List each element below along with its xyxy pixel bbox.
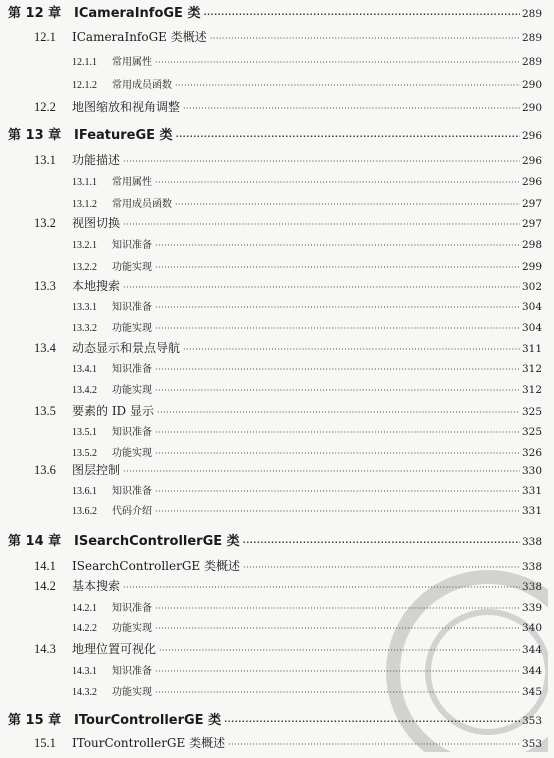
sub-entry[interactable] (72, 195, 542, 210)
sub-entry[interactable] (72, 423, 542, 438)
page-number: 344 (521, 644, 542, 656)
page-number: 325 (521, 426, 542, 438)
entry-title: ITourControllerGE 类概述 (72, 736, 226, 750)
page-number: 325 (521, 406, 542, 418)
page-number: 302 (521, 281, 542, 293)
entry-title: 知识准备 (112, 603, 152, 614)
entry-number: 13.3.2 (72, 323, 97, 334)
dot-leader (157, 408, 520, 417)
entry-title: 知识准备 (112, 427, 152, 438)
dot-leader (175, 200, 520, 209)
dot-leader (155, 324, 520, 333)
page-number: 304 (521, 301, 542, 313)
chapter-entry[interactable] (8, 124, 542, 143)
entry-title: 常用成员函数 (112, 199, 172, 210)
page-number: 289 (521, 56, 542, 68)
chapter-entry[interactable] (8, 530, 542, 549)
dot-leader (123, 583, 520, 592)
entry-number: 13.6.2 (72, 506, 97, 517)
dot-leader (155, 624, 520, 633)
dot-leader (155, 365, 520, 374)
chapter-entry[interactable] (8, 709, 542, 728)
page-number: 296 (521, 155, 542, 167)
entry-title: 功能实现 (112, 448, 152, 459)
section-entry[interactable] (34, 557, 542, 574)
entry-title: 常用成员函数 (112, 80, 172, 91)
dot-leader (155, 263, 520, 272)
entry-title: 基本搜索 (72, 579, 121, 593)
page-number: 312 (521, 363, 542, 375)
section-entry[interactable] (34, 214, 542, 231)
entry-title: ISearchControllerGE 类概述 (72, 559, 240, 573)
entry-number: 13.2 (34, 216, 56, 230)
page-number: 345 (521, 686, 542, 698)
dot-leader (183, 345, 520, 354)
entry-title: 知识准备 (112, 240, 152, 251)
entry-title: 常用属性 (112, 57, 152, 68)
sub-entry[interactable] (72, 444, 542, 459)
entry-title: 知识准备 (112, 302, 152, 313)
dot-leader (224, 717, 520, 726)
dot-leader (123, 220, 520, 229)
section-entry[interactable] (34, 28, 542, 45)
entry-title: 要素的 ID 显示 (72, 404, 154, 418)
section-entry[interactable] (34, 151, 542, 168)
page-number: 338 (521, 536, 542, 548)
entry-title: 视图切换 (72, 216, 121, 230)
entry-number: 14.2 (34, 579, 56, 593)
page-number: 353 (521, 715, 542, 727)
entry-number: 12.2 (34, 100, 56, 114)
sub-entry[interactable] (72, 298, 542, 313)
entry-number: 13.3 (34, 279, 56, 293)
entry-number: 14.3.2 (72, 687, 97, 698)
dot-leader (155, 487, 520, 496)
entry-title: 知识准备 (112, 364, 152, 375)
entry-number: 14.2.1 (72, 603, 97, 614)
dot-leader (175, 81, 520, 90)
entry-number: 13.5 (34, 404, 56, 418)
dot-leader (123, 283, 520, 292)
entry-number: 13.4.1 (72, 364, 97, 375)
dot-leader (228, 740, 520, 749)
sub-entry[interactable] (72, 258, 542, 273)
page-number: 331 (521, 505, 542, 517)
page-number: 304 (521, 322, 542, 334)
sub-entry[interactable] (72, 381, 542, 396)
dot-leader (155, 58, 520, 67)
sub-entry[interactable] (72, 360, 542, 375)
page-number: 290 (521, 79, 542, 91)
page-number: 289 (521, 32, 542, 44)
entry-number: 13.2.1 (72, 240, 97, 251)
entry-title: IFeatureGE 类 (74, 128, 173, 143)
dot-leader (155, 507, 520, 516)
entry-number: 13.1.2 (72, 199, 97, 210)
entry-number: 12.1.1 (72, 57, 97, 68)
entry-title: 功能实现 (112, 623, 152, 634)
page-number: 326 (521, 447, 542, 459)
entry-number: 13.1.1 (72, 177, 97, 188)
dot-leader (203, 10, 520, 19)
dot-leader (155, 449, 520, 458)
page-number: 338 (521, 581, 542, 593)
sub-entry[interactable] (72, 619, 542, 634)
entry-number: 第 14 章 (8, 534, 62, 549)
entry-title: ISearchControllerGE 类 (74, 534, 240, 549)
entry-title: 功能描述 (72, 153, 121, 167)
dot-leader (243, 538, 520, 547)
entry-number: 第 13 章 (8, 128, 62, 143)
entry-title: 动态显示和景点导航 (72, 341, 181, 355)
entry-number: 13.1 (34, 153, 56, 167)
dot-leader (155, 688, 520, 697)
sub-entry[interactable] (72, 53, 542, 68)
entry-number: 13.4 (34, 341, 56, 355)
sub-entry[interactable] (72, 319, 542, 334)
page-number: 290 (521, 102, 542, 114)
dot-leader (155, 604, 520, 613)
sub-entry[interactable] (72, 662, 542, 677)
dot-leader (159, 646, 520, 655)
dot-leader (210, 34, 520, 43)
page-number: 296 (521, 130, 542, 142)
entry-title: 功能实现 (112, 323, 152, 334)
dot-leader (176, 132, 520, 141)
page-number: 330 (521, 465, 542, 477)
entry-number: 14.2.2 (72, 623, 97, 634)
page-number: 340 (521, 622, 542, 634)
entry-title: 代码介绍 (112, 506, 152, 517)
page-number: 312 (521, 384, 542, 396)
section-entry[interactable] (34, 339, 542, 356)
entry-number: 13.3.1 (72, 302, 97, 313)
sub-entry[interactable] (72, 683, 542, 698)
section-entry[interactable] (34, 734, 542, 751)
dot-leader (155, 303, 520, 312)
dot-leader (183, 104, 520, 113)
page-number: 339 (521, 602, 542, 614)
entry-title: 本地搜索 (72, 279, 121, 293)
entry-title: 常用属性 (112, 177, 152, 188)
entry-number: 13.6 (34, 463, 56, 477)
entry-title: 功能实现 (112, 262, 152, 273)
section-entry[interactable] (34, 98, 542, 115)
entry-number: 13.4.2 (72, 385, 97, 396)
sub-entry[interactable] (72, 236, 542, 251)
dot-leader (123, 157, 520, 166)
entry-number: 13.5.2 (72, 448, 97, 459)
entry-number: 12.1.2 (72, 80, 97, 91)
entry-number: 13.5.1 (72, 427, 97, 438)
section-entry[interactable] (34, 461, 542, 478)
dot-leader (155, 667, 520, 676)
entry-number: 14.3.1 (72, 666, 97, 677)
entry-title: ITourControllerGE 类 (74, 713, 222, 728)
entry-number: 第 12 章 (8, 6, 62, 21)
sub-entry[interactable] (72, 76, 542, 91)
entry-title: 知识准备 (112, 666, 152, 677)
page-number: 338 (521, 561, 542, 573)
entry-title: 地图缩放和视角调整 (72, 100, 181, 114)
entry-title: ICameraInfoGE 类概述 (72, 30, 207, 44)
entry-number: 14.1 (34, 559, 56, 573)
page-number: 331 (521, 485, 542, 497)
page-number: 299 (521, 261, 542, 273)
dot-leader (155, 241, 520, 250)
page-number: 297 (521, 198, 542, 210)
entry-number: 14.3 (34, 642, 56, 656)
sub-entry[interactable] (72, 482, 542, 497)
sub-entry[interactable] (72, 502, 542, 517)
entry-title: ICameraInfoGE 类 (74, 6, 201, 21)
page-number: 311 (521, 343, 542, 355)
section-entry[interactable] (34, 577, 542, 594)
entry-title: 功能实现 (112, 687, 152, 698)
sub-entry[interactable] (72, 599, 542, 614)
section-entry[interactable] (34, 277, 542, 294)
entry-title: 功能实现 (112, 385, 152, 396)
page-number: 296 (521, 176, 542, 188)
entry-number: 15.1 (34, 736, 56, 750)
entry-title: 图层控制 (72, 463, 121, 477)
sub-entry[interactable] (72, 173, 542, 188)
dot-leader (243, 563, 520, 572)
page-number: 297 (521, 218, 542, 230)
page-number: 344 (521, 665, 542, 677)
page-number: 289 (521, 8, 542, 20)
page-number: 353 (521, 738, 542, 750)
entry-number: 13.2.2 (72, 262, 97, 273)
section-entry[interactable] (34, 640, 542, 657)
entry-number: 第 15 章 (8, 713, 62, 728)
entry-number: 13.6.1 (72, 486, 97, 497)
section-entry[interactable] (34, 402, 542, 419)
dot-leader (123, 467, 520, 476)
page-number: 298 (521, 239, 542, 251)
dot-leader (155, 386, 520, 395)
entry-number: 12.1 (34, 30, 56, 44)
dot-leader (155, 178, 520, 187)
chapter-entry[interactable] (8, 2, 542, 21)
dot-leader (155, 428, 520, 437)
entry-title: 地理位置可视化 (72, 642, 157, 656)
entry-title: 知识准备 (112, 486, 152, 497)
